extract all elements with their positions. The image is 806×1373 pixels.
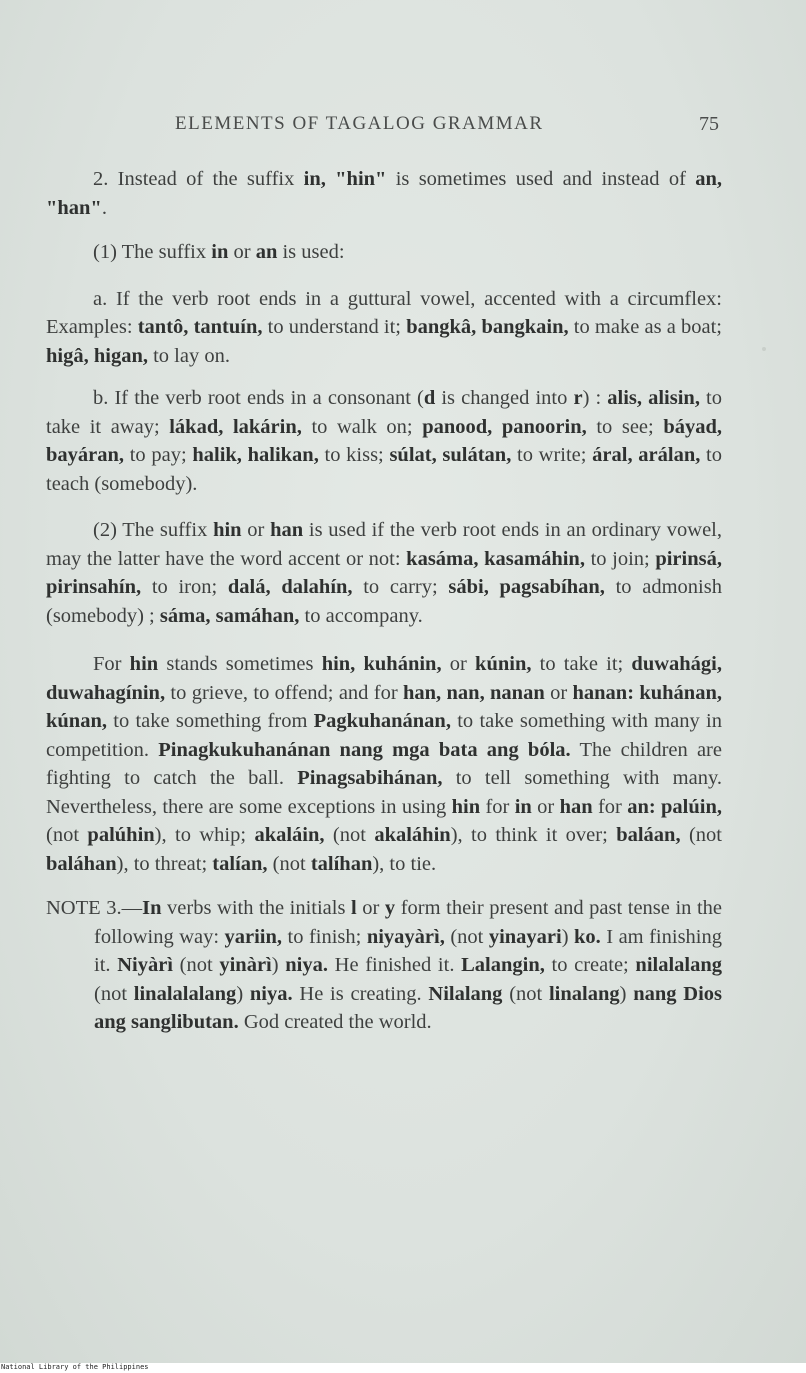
body-text — [46, 165, 722, 1051]
paragraph-suffix-hin: 2. Instead of the suffix in, "hin" is sometimes used and instead of an, "han". — [46, 168, 722, 219]
note-3: NOTE 3.—In verbs with the initials l or y form their present and past tense in the following way: yariin, to finish; niyayàrì, (not yinayari) ko. I am finishing it. Niyàrì (not yinàrì) niya. He finished it. Lalangin, to create; nilalalang (not linalalalang) niya. He is creating. Nilalang (not linalang) nang Dios ang sanglibutan. God created the world. — [46, 897, 723, 1033]
paragraph-exceptions: For hin stands sometimes hin, kuhánin, or kúnin, to take it; duwahági, duwahagínin, to grieve, to offend; and for han, nan, nanan or hanan: kuhánan, kúnan, to take something from Pagkuhanánan, to take something with many in competition. Pinagkukuhanánan nang mga bata ang bóla. The children are fighting to catch the ball. Pinagsabihánan, to tell something with many. Nevertheless, there are some exceptions in using hin for in or han for an: palúin, (not palúhin), to whip; akaláin, (not akaláhin), to think it over; baláan, (not baláhan), to threat; talían, (not talíhan), to tie. — [46, 653, 723, 875]
running-title: ELEMENTS OF TAGALOG GRAMMAR — [175, 113, 544, 134]
footer-bar — [0, 1364, 806, 1373]
page-number: 75 — [699, 113, 719, 135]
library-credit: National Library of the Philippines — [1, 1363, 149, 1371]
paper-speck — [762, 347, 766, 351]
paragraph-rule-a: a. If the verb root ends in a guttural vowel, accented with a circumflex: Examples: tantô, tantuín, to understand it; bangkâ, bangkain, to make as a boat; higâ, higan, to lay on. — [46, 287, 722, 367]
paragraph-rule-2: (2) The suffix hin or han is used if the verb root ends in an ordinary vowel, may the latter have the word accent or not: kasáma, kasamáhin, to join; pirinsá, pirinsahín, to iron; dalá, dalahín, to carry; sábi, pagsabíhan, to admonish (somebody) ; sáma, samáhan, to accompany. — [46, 519, 723, 627]
page-header — [0, 113, 806, 143]
paragraph-rule-b: b. If the verb root ends in a consonant (d is changed into r) : alis, alisin, to take it away; lákad, lakárin, to walk on; panood, panoorin, to see; báyad, bayáran, to pay; halik, halikan, to kiss; súlat, sulátan, to write; áral, arálan, to teach (somebody). — [46, 387, 722, 495]
paragraph-rule-1: (1) The suffix in or an is used: — [93, 241, 345, 263]
